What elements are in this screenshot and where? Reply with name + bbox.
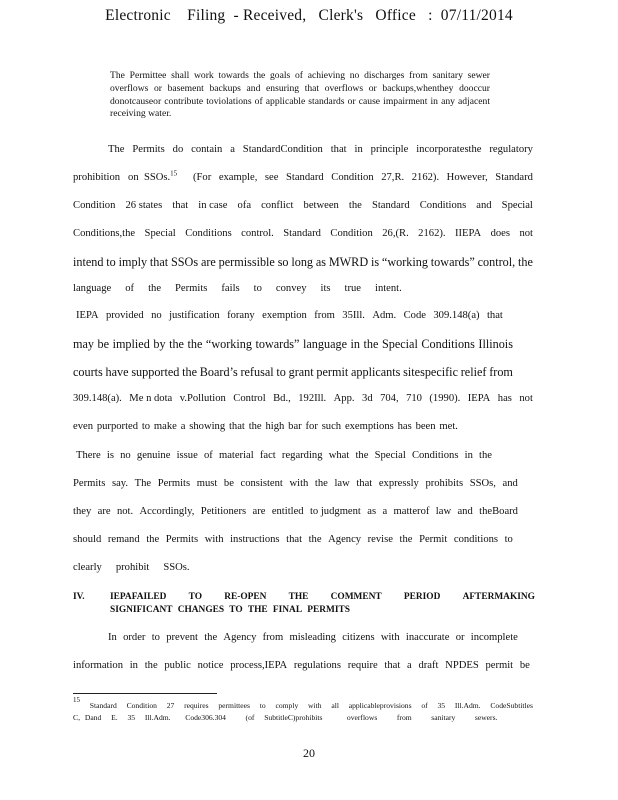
footnote-word: to	[259, 701, 266, 710]
page-number: 20	[303, 746, 315, 760]
body-word: Conditions	[185, 228, 232, 239]
body-word: permissible	[218, 255, 275, 269]
body-word: not	[519, 228, 533, 239]
body-word: in	[354, 144, 363, 155]
body-word: misleading	[289, 632, 336, 643]
heading-word: COMMENT	[330, 592, 382, 602]
body-word: forany	[227, 310, 255, 321]
body-word: process,IEPA	[230, 660, 288, 671]
body-word: must	[196, 478, 218, 489]
body-word: from	[489, 365, 513, 379]
body-word: The	[108, 144, 125, 155]
body-word: the	[146, 534, 160, 545]
body-word: (1990).	[429, 393, 461, 404]
body-word: Permits	[165, 534, 199, 545]
body-word: not	[519, 393, 533, 404]
body-word: IIEPA	[455, 228, 482, 239]
body-word: justification	[169, 310, 220, 321]
body-word: what	[328, 450, 350, 461]
body-word: true	[344, 283, 361, 294]
footnote-word: 27	[166, 701, 175, 710]
body-line-3	[73, 200, 533, 211]
body-word: information	[73, 660, 124, 671]
body-word: that	[384, 660, 401, 671]
body-word: exemptions	[344, 421, 394, 432]
body-word: they	[73, 506, 92, 517]
body-word: permit	[485, 660, 514, 671]
footnote-word: comply	[275, 701, 299, 710]
heading-word: THE	[247, 605, 268, 615]
body-word: or	[455, 632, 465, 643]
body-word: provided	[105, 310, 144, 321]
body-word: that	[330, 144, 347, 155]
body-word: Accordingly,	[139, 506, 195, 517]
body-word: high	[265, 421, 285, 432]
body-word: even	[73, 421, 93, 432]
body-word: bar	[288, 421, 302, 432]
body-word: that	[149, 255, 169, 269]
body-word: refusal	[240, 365, 274, 379]
body-word: applicants	[350, 365, 401, 379]
body-word: Code	[403, 310, 426, 321]
body-word: fails	[221, 283, 240, 294]
footnote-word: 35	[437, 701, 446, 710]
body-word: Condition	[330, 228, 373, 239]
body-line-17	[108, 632, 518, 643]
body-word: language	[73, 283, 112, 294]
body-word: control,	[477, 255, 516, 269]
body-word: “working	[381, 255, 428, 269]
body-word: example,	[218, 172, 258, 183]
body-word: Illinois	[478, 337, 513, 351]
body-word: not.	[116, 506, 134, 517]
footnote	[73, 696, 533, 723]
body-line-15	[73, 534, 513, 545]
body-word: the	[204, 632, 218, 643]
heading-word: SIGNIFICANT	[110, 605, 173, 615]
body-word: to	[151, 632, 160, 643]
body-word: clearly	[73, 562, 102, 573]
body-word: Permits	[157, 478, 191, 489]
body-word: supported	[131, 365, 180, 379]
body-word: Permits	[132, 144, 165, 155]
body-word: 27,R.	[381, 172, 405, 183]
body-word: to judgment	[309, 506, 361, 517]
body-word: expressly	[378, 478, 419, 489]
heading-word: AFTERMAKING	[462, 592, 535, 602]
body-word: 26 states	[125, 200, 163, 211]
body-word: imply	[118, 255, 148, 269]
body-word: make	[153, 421, 177, 432]
section-title-line-1	[110, 591, 535, 604]
body-word: principle	[370, 144, 409, 155]
footnote-word: requires	[184, 701, 209, 710]
body-word: of	[125, 283, 135, 294]
body-word: remand	[107, 534, 140, 545]
body-word: met.	[439, 421, 458, 432]
body-word: are	[200, 255, 216, 269]
body-word: public	[164, 660, 191, 671]
body-word: contain	[191, 144, 223, 155]
body-word: that	[486, 310, 503, 321]
body-word: convey	[275, 283, 307, 294]
body-word: a	[407, 660, 412, 671]
body-word: for	[305, 421, 318, 432]
body-word: language	[303, 337, 347, 351]
body-line-12	[76, 450, 492, 461]
heading-word: PERMITS	[307, 605, 350, 615]
footnote-word: with	[308, 701, 322, 710]
body-word: sitespecific	[403, 365, 458, 379]
body-word: 35Ill.	[342, 310, 365, 321]
body-word: ofa	[237, 200, 252, 211]
heading-word: TO	[188, 592, 203, 602]
body-word: of	[203, 450, 213, 461]
body-word: Standard	[495, 172, 533, 183]
body-word: 192Ill.	[298, 393, 327, 404]
body-word: has	[497, 393, 512, 404]
body-word: is	[106, 450, 114, 461]
body-word: SSOs,	[469, 478, 496, 489]
body-word: inaccurate	[405, 632, 450, 643]
body-word: prevent	[166, 632, 198, 643]
body-line-13	[73, 478, 518, 489]
body-word: be	[519, 660, 530, 671]
body-word: showing	[189, 421, 226, 432]
body-word: so	[277, 255, 289, 269]
body-word: from	[314, 310, 335, 321]
body-word: be	[223, 478, 234, 489]
heading-word: CHANGES	[177, 605, 225, 615]
body-word: 2162).	[411, 172, 440, 183]
body-word: the	[518, 255, 533, 269]
body-line-4	[73, 228, 533, 239]
line2-rest	[193, 172, 533, 183]
body-word: the	[187, 337, 203, 351]
body-word: “working	[205, 337, 252, 351]
body-word: Special	[144, 228, 176, 239]
body-word: as	[315, 255, 327, 269]
body-word: (For	[193, 172, 212, 183]
body-word: law	[435, 506, 452, 517]
body-word: IEPA	[76, 310, 99, 321]
body-word: 309.148(a)	[433, 310, 480, 321]
body-word: exemption	[262, 310, 307, 321]
body-word: Conditions	[411, 450, 459, 461]
heading-word: FINAL	[272, 605, 303, 615]
body-word: that	[228, 421, 245, 432]
body-word: in case	[198, 200, 228, 211]
body-word: App.	[333, 393, 355, 404]
body-word: the	[479, 450, 492, 461]
body-line-14	[73, 506, 518, 517]
body-word: genuine	[136, 450, 171, 461]
body-word: In	[108, 632, 117, 643]
body-word: say.	[111, 478, 129, 489]
body-word: a	[230, 144, 235, 155]
body-word: has	[397, 421, 412, 432]
body-word: draft	[418, 660, 439, 671]
body-word: 26,(R.	[382, 228, 409, 239]
footnote-line-2: C, Dand E. 35 Ill.Adm. Code306.304 (of SubtitleC)prohibits overflows from sanitary sewers.	[73, 712, 498, 722]
body-line-6	[73, 283, 533, 294]
body-word: that	[356, 478, 373, 489]
body-word: with	[380, 632, 400, 643]
body-word: Special	[374, 450, 406, 461]
section-number: IV.	[73, 592, 85, 602]
footnote-word: of	[421, 701, 428, 710]
body-word: the	[363, 337, 379, 351]
body-word: a	[180, 421, 186, 432]
body-word: 704,	[380, 393, 399, 404]
body-line-9	[73, 365, 513, 380]
line2-start: prohibition on SSOs.$^{15}$	[73, 169, 178, 183]
body-word: have	[105, 365, 129, 379]
footnote-word: Condition	[126, 701, 157, 710]
body-word: such	[321, 421, 342, 432]
body-word: relief	[460, 365, 487, 379]
body-word: Adm.	[372, 310, 397, 321]
body-word: to	[141, 421, 151, 432]
body-word: be	[97, 337, 110, 351]
body-line-10	[73, 393, 533, 404]
body-word: regulations	[293, 660, 341, 671]
body-word: the	[148, 283, 162, 294]
body-word: There	[76, 450, 101, 461]
body-word: the	[399, 534, 413, 545]
body-word: between	[303, 200, 339, 211]
block-quote-text: The Permittee shall work towards the goals of achieving no discharges from sanitary sewer overflows or basement backups and ensuring that overflows or backups,whenthey dooccur donotcauseor contribute toviolations of applicable standards or cause impairment in any adjacent receiving water.	[110, 70, 490, 120]
body-word: that	[286, 534, 303, 545]
heading-word: PERIOD	[403, 592, 441, 602]
body-word: the	[355, 450, 369, 461]
body-word: 710	[406, 393, 422, 404]
body-word: SSOs.	[163, 562, 190, 573]
body-word: conditions	[453, 534, 499, 545]
body-word: control.	[241, 228, 274, 239]
body-word: with	[289, 478, 309, 489]
body-line-5	[73, 255, 533, 270]
body-word: intent.	[375, 283, 402, 294]
body-line-16	[73, 562, 533, 573]
body-word: 3d	[362, 393, 373, 404]
body-word: grant	[288, 365, 314, 379]
heading-word: RE-OPEN	[224, 592, 267, 602]
body-word: However,	[446, 172, 488, 183]
section-title-line-2	[110, 604, 350, 617]
body-word: in	[129, 660, 138, 671]
body-word: fact	[259, 450, 276, 461]
body-word: Standard	[283, 228, 321, 239]
body-word: to	[106, 255, 116, 269]
body-word: 2162).	[418, 228, 446, 239]
body-word: the	[144, 660, 158, 671]
body-word: notice	[197, 660, 224, 671]
body-line-1	[108, 144, 533, 155]
body-line-11	[73, 421, 458, 432]
body-word: to	[504, 534, 513, 545]
body-word: law	[334, 478, 350, 489]
footnote-word: all	[331, 701, 339, 710]
body-word: require	[347, 660, 378, 671]
body-word: its	[320, 283, 331, 294]
footnote-word: Ill.Adm.	[454, 701, 481, 710]
body-word: revise	[367, 534, 393, 545]
body-line-8	[73, 337, 513, 352]
body-word: does	[490, 228, 510, 239]
body-word: IEPA	[467, 393, 491, 404]
body-word: Conditions	[421, 337, 475, 351]
body-word: Petitioners	[200, 506, 247, 517]
body-word: StandardCondition	[242, 144, 323, 155]
body-word: Control	[233, 393, 266, 404]
body-word: intend	[73, 255, 104, 269]
body-word: Condition	[73, 200, 116, 211]
body-line-2	[73, 169, 533, 183]
body-word: order	[123, 632, 146, 643]
body-word: citizens	[342, 632, 375, 643]
body-word: are	[97, 506, 111, 517]
body-word: no	[151, 310, 162, 321]
body-word: purported	[96, 421, 139, 432]
body-word: the	[348, 200, 362, 211]
body-word: courts	[73, 365, 103, 379]
body-word: in	[350, 337, 361, 351]
body-word: regulatory	[489, 144, 533, 155]
body-word: long	[291, 255, 314, 269]
body-word: Agency	[223, 632, 257, 643]
body-word: Permits	[73, 478, 106, 489]
body-word: is	[370, 255, 380, 269]
footnote-word: CodeSubtitles	[490, 701, 533, 710]
body-word: to	[253, 283, 262, 294]
body-word: as	[367, 506, 377, 517]
body-word: Conditions,the	[73, 228, 136, 239]
filing-header: Electronic Filing - Received, Clerk's Office : 07/11/2014	[105, 7, 513, 24]
body-word: in	[464, 450, 473, 461]
body-word: 309.148(a).	[73, 393, 122, 404]
footnote-word: applicableprovisions	[348, 701, 412, 710]
body-line-18	[73, 660, 530, 671]
block-quote	[110, 70, 490, 121]
body-word: Special	[381, 337, 418, 351]
body-word: no	[120, 450, 131, 461]
body-word: theBoard	[479, 506, 518, 517]
heading-word: TO	[229, 605, 243, 615]
body-line-7	[76, 310, 503, 321]
body-word: issue	[176, 450, 198, 461]
body-word: material	[218, 450, 254, 461]
footnote-rule	[73, 693, 217, 694]
body-word: instructions	[230, 534, 280, 545]
body-word: The	[134, 478, 152, 489]
body-word: with	[204, 534, 224, 545]
body-word: Me n dota	[129, 393, 173, 404]
body-word: been	[415, 421, 436, 432]
body-word: Conditions	[419, 200, 467, 211]
footnote-word: permittees	[218, 701, 250, 710]
body-word: Permit	[419, 534, 448, 545]
body-word: a	[382, 506, 388, 517]
body-word: Special	[501, 200, 533, 211]
body-word: Standard	[371, 200, 410, 211]
body-word: incorporatesthe	[416, 144, 482, 155]
body-word: Permits	[175, 283, 208, 294]
body-word: permit	[316, 365, 349, 379]
body-word: the	[182, 365, 198, 379]
heading-word: THE	[288, 592, 309, 602]
body-word: towards”	[430, 255, 475, 269]
body-word: conflict	[261, 200, 294, 211]
body-word: the	[248, 421, 262, 432]
body-word: and	[457, 506, 473, 517]
body-word: implied	[112, 337, 150, 351]
body-word: prohibit	[115, 562, 150, 573]
body-word: SSOs	[171, 255, 199, 269]
body-word: matterof	[393, 506, 430, 517]
body-word: Condition	[331, 172, 374, 183]
body-word: MWRD	[328, 255, 369, 269]
body-word: Standard	[286, 172, 324, 183]
body-word: entitled	[271, 506, 304, 517]
footnote-word: Standard	[89, 701, 117, 710]
body-word: do	[172, 144, 184, 155]
body-word: from	[262, 632, 284, 643]
body-word: v.Pollution	[179, 393, 226, 404]
body-word: regarding	[281, 450, 323, 461]
body-word: towards”	[255, 337, 300, 351]
body-word: Agency	[328, 534, 362, 545]
body-word: to	[276, 365, 286, 379]
body-word: and	[502, 478, 518, 489]
heading-word: IEPAFAILED	[110, 592, 167, 602]
body-word: are	[252, 506, 266, 517]
body-word: NPDES	[445, 660, 479, 671]
body-word: may	[73, 337, 94, 351]
body-word: that	[172, 200, 189, 211]
body-word: by	[153, 337, 166, 351]
body-word: incomplete	[470, 632, 518, 643]
footnote-marker: 15	[73, 696, 80, 704]
body-word: should	[73, 534, 102, 545]
body-word: the	[314, 478, 328, 489]
body-word: Board’s	[199, 365, 238, 379]
footnote-line-1	[73, 696, 533, 712]
body-word: the	[308, 534, 322, 545]
body-word: consistent	[240, 478, 283, 489]
body-word: prohibits	[425, 478, 464, 489]
body-word: the	[169, 337, 184, 351]
body-word: and	[476, 200, 492, 211]
body-word: see	[264, 172, 279, 183]
footnote-ref: 15	[170, 169, 178, 178]
body-word: Bd.,	[273, 393, 291, 404]
